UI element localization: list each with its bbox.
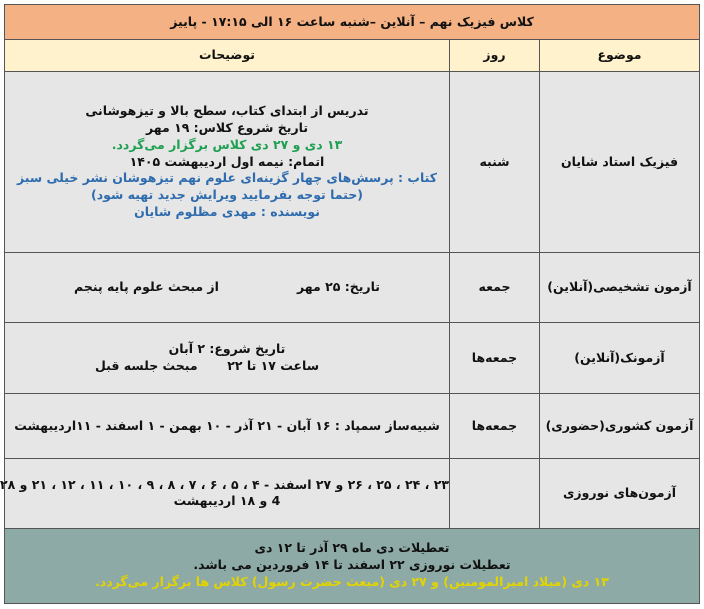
footer-line: تعطیلات نوروزی ۲۲ اسفند تا ۱۴ فروردین می باشد. [193, 557, 511, 573]
row-day: شنبه [450, 72, 540, 253]
table-row [5, 72, 700, 253]
desc-line: شبیه‌ساز سمپاد : ۱۶ آبان - ۲۱ آذر - ۱۰ بهمن - ۱ اسفند - ۱۱اردیبهشت [14, 417, 440, 433]
row-topic: فیزیک استاد شایان [540, 72, 700, 253]
desc-date: تاریخ: ۲۵ مهر [296, 279, 380, 294]
table-row [5, 459, 700, 528]
row-day: جمعه‌ها [450, 323, 540, 394]
header-topic: موضوع [540, 40, 700, 72]
author-line: نویسنده : مهدی مظلوم شایان [134, 204, 320, 220]
desc-line: تدریس از ابتدای کتاب، سطح بالا و تیزهوشانی [85, 102, 369, 118]
header-day: روز [450, 40, 540, 72]
table-row [5, 323, 700, 394]
schedule-sheet [0, 4, 700, 604]
footer-notes [5, 528, 700, 603]
row-day: جمعه [450, 252, 540, 322]
row-description [5, 323, 450, 394]
footer-line: تعطیلات دی ماه ۲۹ آذر تا ۱۲ دی [254, 540, 450, 556]
footer-row [5, 528, 700, 603]
desc-line: 4 و ۱۸ اردیبهشت [173, 493, 281, 509]
desc-topic: از مبحث علوم پایه پنجم [74, 279, 219, 294]
book-note-line: (حتما توجه بفرمایید ویرایش جدید تهیه شود) [91, 187, 363, 203]
desc-line: تاریخ شروع کلاس: ۱۹ مهر [145, 119, 309, 135]
schedule-table [0, 4, 700, 604]
footer-highlight: ۱۳ دی (میلاد امیرالمومنین) و ۲۷ دی (مبعث حضرت رسول) کلاس ها برگزار می‌گردد. [95, 574, 609, 590]
row-day [450, 459, 540, 528]
row-description [0, 459, 450, 528]
desc-line: تاریخ شروع: ۲ آبان [168, 341, 286, 357]
row-description [5, 72, 450, 253]
desc-topic: مبحث جلسه قبل [95, 358, 198, 374]
table-row [5, 252, 700, 322]
row-topic: آزمون تشخیصی(آنلاین) [540, 252, 700, 322]
desc-pair [5, 358, 449, 375]
page-title: کلاس فیزیک نهم – آنلاین –شنبه ساعت ۱۶ الی ۱۷:۱۵ - پاییز [5, 5, 700, 40]
row-description [5, 394, 450, 459]
table-row [5, 394, 700, 459]
desc-line: اتمام: نیمه اول اردیبهشت ۱۴۰۵ [129, 153, 325, 169]
row-day: جمعه‌ها [450, 394, 540, 459]
desc-line: ۲۳ ، ۲۴ ، ۲۵ ، ۲۶ و ۲۷ اسفند - ۴ ، ۵ ، ۶ ، ۷ ، ۸ ، ۹ ، ۱۰ ، ۱۱ ، ۱۲ ، ۲۱ و ۲۸ [0, 476, 449, 492]
title-row [5, 5, 700, 40]
row-topic: آزمونک(آنلاین) [540, 323, 700, 394]
desc-time: ساعت ۱۷ تا ۲۲ [227, 358, 319, 374]
desc-line-highlight: ۱۳ دی و ۲۷ دی کلاس برگزار می‌گردد. [111, 136, 343, 152]
row-topic: آزمون‌های نوروزی [540, 459, 700, 528]
book-line: کتاب : پرسش‌های چهار گزینه‌ای علوم نهم تیزهوشان نشر خیلی سبز [16, 170, 438, 186]
header-row [5, 40, 700, 72]
row-description [5, 252, 450, 322]
desc-pair [5, 279, 449, 296]
header-description: توضیحات [5, 40, 450, 72]
row-topic: آزمون کشوری(حضوری) [540, 394, 700, 459]
